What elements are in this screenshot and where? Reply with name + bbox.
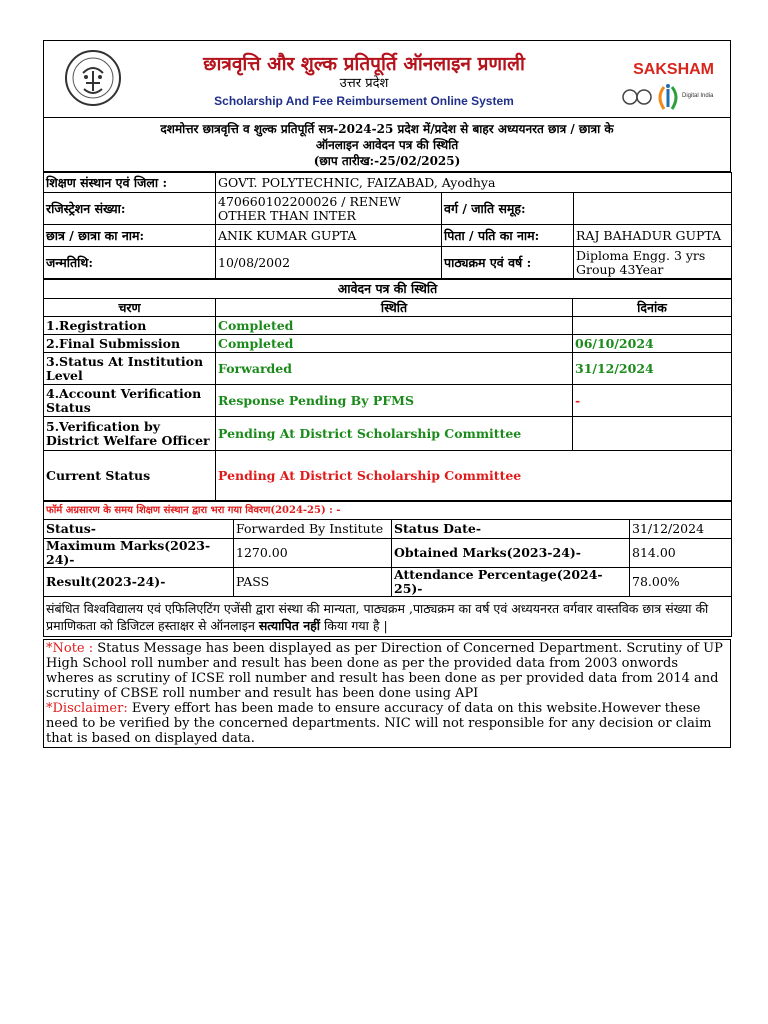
date-cell: 31/12/2024 [573, 353, 732, 385]
stage-cell: 5.Verification by District Welfare Officer [44, 417, 216, 451]
course-value [574, 247, 732, 279]
status-cell: Pending At District Scholarship Committee [216, 417, 573, 451]
max-marks-label: Maximum Marks(2023-24)- [44, 539, 234, 568]
digital-india-logo-icon [620, 83, 716, 113]
note-label: *Note : [46, 641, 94, 656]
student-name-value: ANIK KUMAR GUPTA [216, 225, 442, 247]
saksham-logo: SAKSHAM [633, 61, 714, 78]
verification-notice [44, 597, 732, 637]
col-header-status: स्थिति [216, 299, 573, 317]
note-text: Status Message has been displayed as per Direction of Concerned Department. Scrutiny of UP High School roll number and result has been done as per the provided data from 2003 onwords wheres as scrutiny of ICSE roll number and result has been done as per provided data from 2014 and scrutiny of CBSE roll number and result has been done using API [46, 641, 723, 701]
course-name: Diploma Engg. 3 yrs [576, 247, 706, 263]
category-value [574, 193, 732, 225]
status-cell: Completed [216, 317, 573, 335]
status-section-title: आवेदन पत्र की स्थिति [44, 280, 732, 299]
institute-label: शिक्षण संस्थान एवं जिला : [44, 173, 216, 193]
digital-india-text: Digital India [682, 93, 714, 99]
disclaimer-label: *Disclaimer: [46, 701, 128, 716]
date-cell [573, 317, 732, 335]
attendance-label: Attendance Percentage(2024-25)- [392, 568, 630, 597]
registration-type: OTHER THAN INTER [218, 207, 356, 223]
form-section-title: फॉर्म अग्रसारण के समय शिक्षण संस्थान द्वारा भरा गया विवरण(2024-25) : - [44, 502, 732, 520]
status-date-value: 31/12/2024 [630, 520, 732, 539]
dob-label: जन्मतिथि: [44, 247, 216, 279]
table-row [44, 417, 732, 451]
father-name-value: RAJ BAHADUR GUPTA [574, 225, 732, 247]
stage-cell: 1.Registration [44, 317, 216, 335]
verification-text-1: संबंधित विश्वविद्यालय एवं एफिलिएटिंग एजेंसी द्वारा संस्था की मान्यता, पाठ्यक्रम ,पाठ्यक्रम का वर्ष एवं अध्ययनरत वर्गवार वास्तविक छात्र संख्या की प्रमाणिकता को डिजिटल हस्ताक्षर से ऑनलाइन [46, 600, 709, 633]
result-value: PASS [234, 568, 392, 597]
registration-number: 470660102200026 / RENEW [218, 193, 401, 209]
up-emblem-icon [64, 49, 122, 107]
date-cell: - [573, 385, 732, 417]
verification-bold: सत्यापित नहीं [258, 617, 321, 633]
status-cell: Forwarded [216, 353, 573, 385]
intro-heading [44, 118, 731, 172]
table-row [44, 353, 732, 385]
result-label: Result(2023-24)- [44, 568, 234, 597]
attendance-value: 78.00% [630, 568, 732, 597]
intro-line-2: ऑनलाइन आवेदन पत्र की स्थिति [315, 137, 459, 152]
date-cell [573, 417, 732, 451]
current-status-value: Pending At District Scholarship Committee [216, 451, 732, 501]
note-paragraph [46, 641, 728, 701]
report-page [43, 40, 731, 748]
table-row [44, 385, 732, 417]
form-status-value: Forwarded By Institute [234, 520, 392, 539]
table-row [44, 317, 732, 335]
course-label: पाठ्यक्रम एवं वर्ष : [442, 247, 574, 279]
dob-value: 10/08/2002 [216, 247, 442, 279]
father-name-label: पिता / पति का नाम: [442, 225, 574, 247]
stage-cell: 4.Account Verification Status [44, 385, 216, 417]
date-cell: 06/10/2024 [573, 335, 732, 353]
col-header-stage: चरण [44, 299, 216, 317]
note-box [43, 639, 731, 748]
col-header-date: दिनांक [573, 299, 732, 317]
stage-cell: 2.Final Submission [44, 335, 216, 353]
table-row [44, 335, 732, 353]
current-status-label: Current Status [44, 451, 216, 501]
verification-text-2: किया गया है | [320, 617, 388, 633]
header-title-english: Scholarship And Fee Reimbursement Online System [214, 94, 514, 108]
status-cell: Response Pending By PFMS [216, 385, 573, 417]
max-marks-value: 1270.00 [234, 539, 392, 568]
registration-label: रजिस्ट्रेशन संख्या: [44, 193, 216, 225]
header-banner [43, 40, 731, 117]
form-status-label: Status- [44, 520, 234, 539]
status-cell: Completed [216, 335, 573, 353]
intro-line-1: दशमोत्तर छात्रवृत्ति व शुल्क प्रतिपूर्ति सत्र-2024-25 प्रदेश में/प्रदेश से बाहर अध्ययनरत छात्र / छात्रा के [160, 121, 614, 136]
student-name-label: छात्र / छात्रा का नाम: [44, 225, 216, 247]
status-date-label: Status Date- [392, 520, 630, 539]
institute-value: GOVT. POLYTECHNIC, FAIZABAD, Ayodhya [216, 173, 732, 193]
obtained-marks-value: 814.00 [630, 539, 732, 568]
disclaimer-paragraph [46, 701, 728, 746]
stage-cell: 3.Status At Institution Level [44, 353, 216, 385]
registration-value [216, 193, 442, 225]
disclaimer-text: Every effort has been made to ensure accuracy of data on this website.However these need to be verified by the concerned departments. NIC will not responsible for any decision or claim that is based on displayed data. [46, 701, 712, 746]
header-title-hindi: छात्रवृत्ति और शुल्क प्रतिपूर्ति ऑनलाइन प्रणाली [203, 53, 525, 75]
obtained-marks-label: Obtained Marks(2023-24)- [392, 539, 630, 568]
intro-line-3: (छाप तारीख:-25/02/2025) [313, 153, 461, 168]
header-state-hindi: उत्तर प्रदेश [339, 76, 389, 91]
category-label: वर्ग / जाति समूह: [442, 193, 574, 225]
course-year: Group 43Year [576, 261, 664, 277]
